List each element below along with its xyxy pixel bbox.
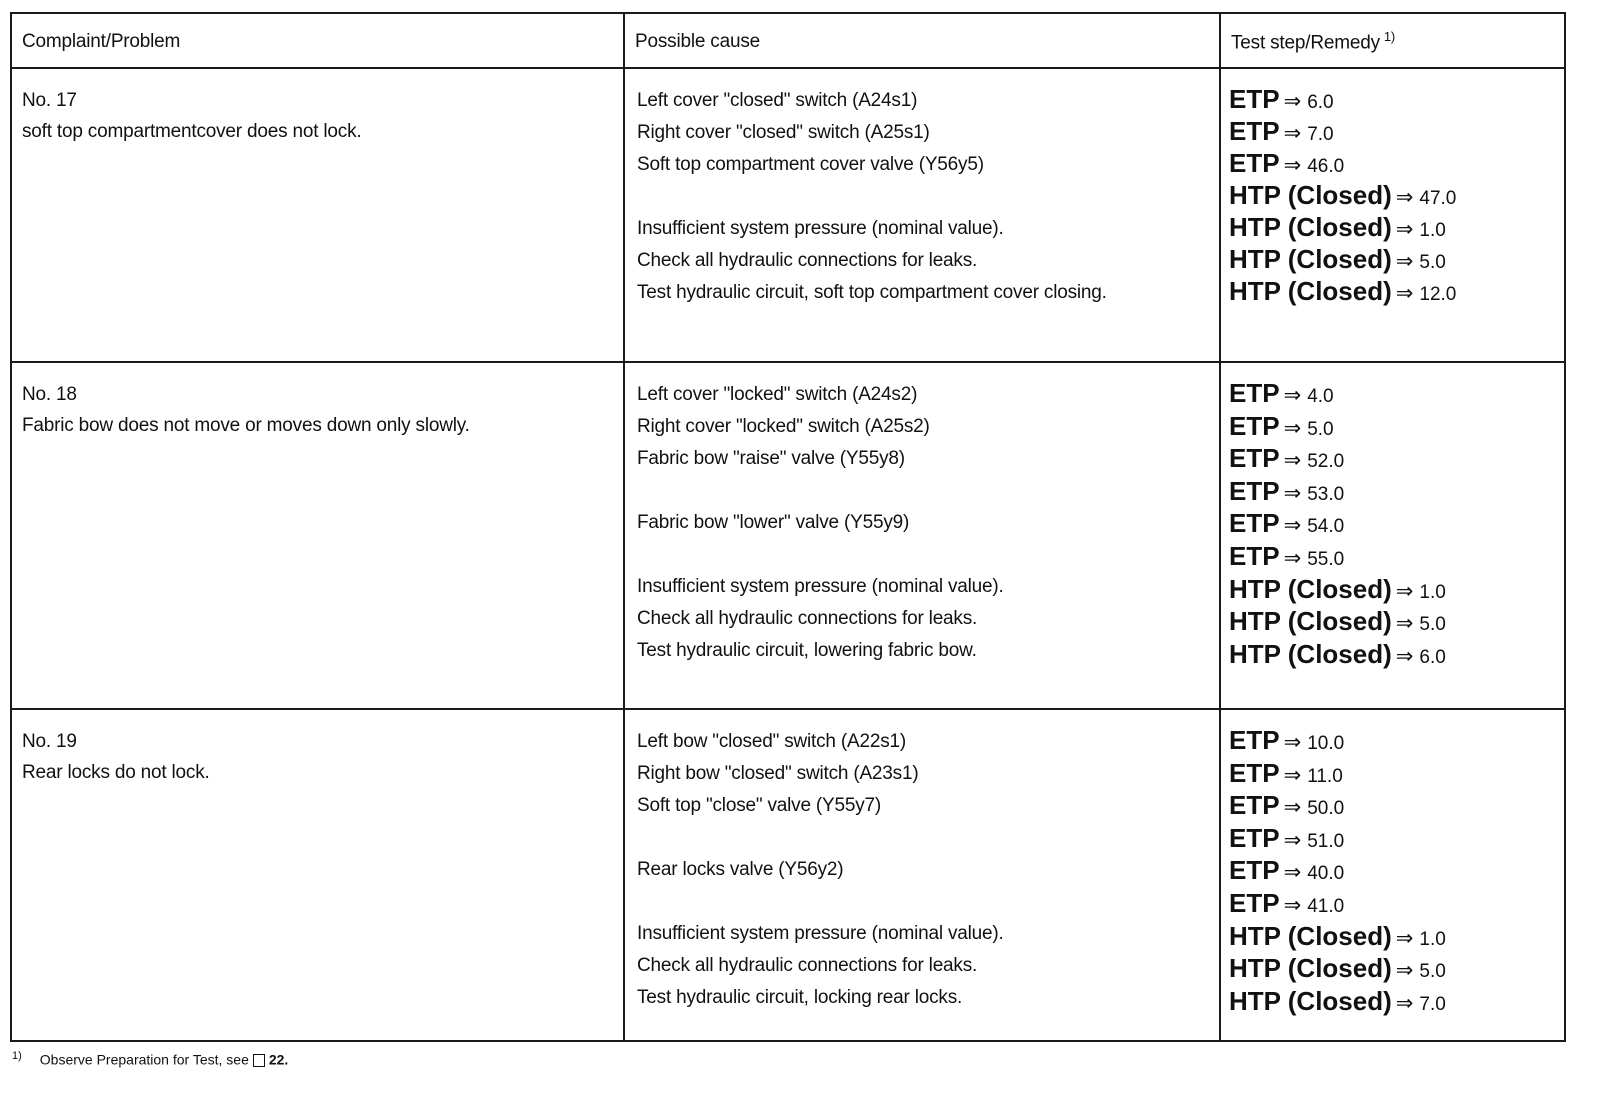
arrow-right-icon: ⇒ [1283,860,1302,885]
arrow-right-icon: ⇒ [1283,513,1302,538]
arrow-right-icon: ⇒ [1283,480,1302,505]
arrow-right-icon: ⇒ [1283,448,1302,473]
complaint-number: No. 17 [22,90,77,111]
step-number: 47.0 [1419,188,1457,209]
cause-list [625,710,1219,1014]
header-remedy [1220,14,1564,68]
step-code: ETP [1229,475,1280,506]
cause-item: Check all hydraulic connections for leaks. [637,955,978,976]
arrow-right-icon: ⇒ [1283,730,1302,754]
cause-cell [624,362,1220,709]
remedy-step [1229,605,1556,638]
footnote-mark: 1) [1383,28,1396,44]
cause-item: Check all hydraulic connections for leaks. [637,608,978,629]
step-code: ETP [1229,148,1280,178]
complaint-text: Rear locks do not lock. [22,762,210,783]
step-number: 40.0 [1307,863,1345,885]
step-code: ETP [1229,84,1280,114]
step-code: HTP (Closed) [1229,985,1392,1016]
step-code: ETP [1229,443,1280,474]
step-code: HTP (Closed) [1229,573,1392,604]
arrow-right-icon: ⇒ [1395,643,1414,668]
remedy-step [1229,789,1556,822]
step-code: HTP (Closed) [1229,180,1392,210]
step-number: 5.0 [1419,614,1446,636]
cause-item: Insufficient system pressure (nominal value). [637,923,1004,944]
footnote [12,1050,288,1068]
step-number: 53.0 [1307,483,1345,505]
step-code: HTP (Closed) [1229,920,1392,951]
complaint-number: No. 18 [22,384,77,405]
arrow-right-icon: ⇒ [1283,415,1302,440]
step-code: ETP [1229,410,1280,441]
step-number: 7.0 [1419,993,1446,1015]
cause-item: Left cover "closed" switch (A24s1) [637,90,918,111]
remedy-cell [1220,362,1564,709]
cause-item: Left bow "closed" switch (A22s1) [637,731,906,752]
cause-item: Soft top compartment cover valve (Y56y5) [637,154,984,175]
remedy-list [1221,363,1564,670]
remedy-step [1229,952,1556,985]
arrow-right-icon: ⇒ [1283,827,1302,852]
step-code: HTP (Closed) [1229,638,1392,669]
arrow-right-icon: ⇒ [1283,762,1302,787]
step-number: 1.0 [1419,581,1446,603]
table-row-group-18 [12,362,1564,709]
step-code: ETP [1229,378,1280,408]
footnote-number: 1) [12,1050,22,1062]
remedy-step [1229,147,1556,179]
remedy-step [1229,475,1556,508]
step-number: 50.0 [1307,798,1345,820]
step-code: ETP [1229,790,1280,821]
arrow-right-icon: ⇒ [1395,578,1414,603]
cause-cell [624,68,1220,362]
cause-item: Check all hydraulic connections for leaks. [637,250,978,271]
remedy-list [1221,69,1564,307]
arrow-right-icon: ⇒ [1283,892,1302,917]
step-number: 54.0 [1307,516,1345,538]
remedy-step [1229,540,1556,573]
step-number: 6.0 [1419,646,1446,668]
step-number: 5.0 [1307,418,1334,440]
remedy-step [1229,985,1556,1018]
remedy-step [1229,243,1556,275]
remedy-cell [1220,709,1564,1040]
remedy-step [1229,115,1556,147]
cause-list [625,363,1219,667]
step-number: 12.0 [1419,284,1457,305]
arrow-right-icon: ⇒ [1395,611,1414,636]
complaint-cell [12,709,624,1040]
arrow-right-icon: ⇒ [1395,925,1414,950]
remedy-step [1229,822,1556,855]
header-complaint-label: Complaint/Problem [22,30,181,52]
cause-item: Soft top "close" valve (Y55y7) [637,795,882,816]
header-remedy-label: Test step/Remedy [1231,32,1380,54]
step-number: 41.0 [1307,895,1345,917]
arrow-right-icon: ⇒ [1395,249,1414,273]
remedy-step [1229,275,1556,307]
remedy-step [1229,179,1556,211]
header-complaint [12,14,624,68]
cause-list [625,69,1219,309]
header-cause [624,14,1220,68]
step-code: ETP [1229,822,1280,853]
step-number: 11.0 [1307,765,1343,787]
complaint-cell [12,362,624,709]
remedy-step [1229,724,1556,757]
arrow-right-icon: ⇒ [1395,185,1414,209]
complaint-cell [12,68,624,362]
arrow-right-icon: ⇒ [1395,990,1414,1015]
step-code: ETP [1229,757,1280,788]
remedy-step [1229,442,1556,475]
arrow-right-icon: ⇒ [1283,383,1302,407]
step-number: 4.0 [1307,386,1334,407]
troubleshooting-table [12,14,1564,1040]
arrow-right-icon: ⇒ [1283,795,1302,820]
remedy-step [1229,638,1556,671]
step-code: ETP [1229,855,1280,886]
cause-item: Insufficient system pressure (nominal value). [637,576,1004,597]
step-code: HTP (Closed) [1229,606,1392,637]
step-code: HTP (Closed) [1229,276,1392,306]
complaint-number: No. 19 [22,731,77,752]
step-number: 6.0 [1307,92,1334,113]
cause-item: Test hydraulic circuit, soft top compartment cover closing. [637,282,1107,303]
remedy-step [1229,757,1556,790]
remedy-step [1229,211,1556,243]
remedy-step [1229,410,1556,443]
arrow-right-icon: ⇒ [1395,217,1414,241]
step-code: HTP (Closed) [1229,953,1392,984]
complaint-text: Fabric bow does not move or moves down only slowly. [22,415,470,436]
step-code: ETP [1229,540,1280,571]
arrow-right-icon: ⇒ [1283,153,1302,177]
step-number: 52.0 [1307,451,1345,473]
cause-item: Test hydraulic circuit, lowering fabric bow. [637,640,977,661]
troubleshooting-table-frame [10,12,1566,1042]
step-number: 5.0 [1419,252,1446,273]
remedy-step [1229,920,1556,953]
table-row-group-17 [12,68,1564,362]
cause-item: Test hydraulic circuit, locking rear locks. [637,987,963,1008]
cause-item: Fabric bow "raise" valve (Y55y8) [637,448,905,469]
cause-item: Right cover "locked" switch (A25s2) [637,416,930,437]
complaint-text: soft top compartmentcover does not lock. [22,121,362,142]
table-header-row [12,14,1564,68]
step-number: 46.0 [1307,156,1345,177]
arrow-right-icon: ⇒ [1395,281,1414,305]
footnote-text: Observe Preparation for Test, see [39,1051,249,1068]
cause-item: Left cover "locked" switch (A24s2) [637,384,918,405]
step-code: ETP [1229,116,1280,146]
remedy-step [1229,854,1556,887]
step-code: HTP (Closed) [1229,244,1392,274]
header-cause-label: Possible cause [635,30,760,52]
remedy-step [1229,573,1556,606]
arrow-right-icon: ⇒ [1283,121,1302,145]
arrow-right-icon: ⇒ [1283,89,1302,113]
step-number: 55.0 [1307,548,1345,570]
step-number: 1.0 [1419,220,1446,241]
cause-item: Rear locks valve (Y56y2) [637,859,844,880]
remedy-step [1229,83,1556,115]
cause-cell [624,709,1220,1040]
arrow-right-icon: ⇒ [1395,958,1414,983]
remedy-step [1229,377,1556,410]
cause-item: Fabric bow "lower" valve (Y55y9) [637,512,910,533]
step-code: HTP (Closed) [1229,212,1392,242]
book-icon [253,1054,265,1067]
step-number: 10.0 [1307,733,1345,754]
remedy-list [1221,710,1564,1017]
step-code: ETP [1229,725,1280,755]
step-number: 7.0 [1307,124,1334,145]
cause-item: Insufficient system pressure (nominal value). [637,218,1004,239]
table-row-group-19 [12,709,1564,1040]
step-code: ETP [1229,508,1280,539]
footnote-page-ref: 22. [268,1051,289,1068]
arrow-right-icon: ⇒ [1283,545,1302,570]
step-number: 51.0 [1307,830,1345,852]
step-code: ETP [1229,887,1280,918]
cause-item: Right bow "closed" switch (A23s1) [637,763,919,784]
remedy-cell [1220,68,1564,362]
remedy-step [1229,507,1556,540]
step-number: 5.0 [1419,961,1446,983]
cause-item: Right cover "closed" switch (A25s1) [637,122,930,143]
step-number: 1.0 [1419,928,1446,950]
remedy-step [1229,887,1556,920]
